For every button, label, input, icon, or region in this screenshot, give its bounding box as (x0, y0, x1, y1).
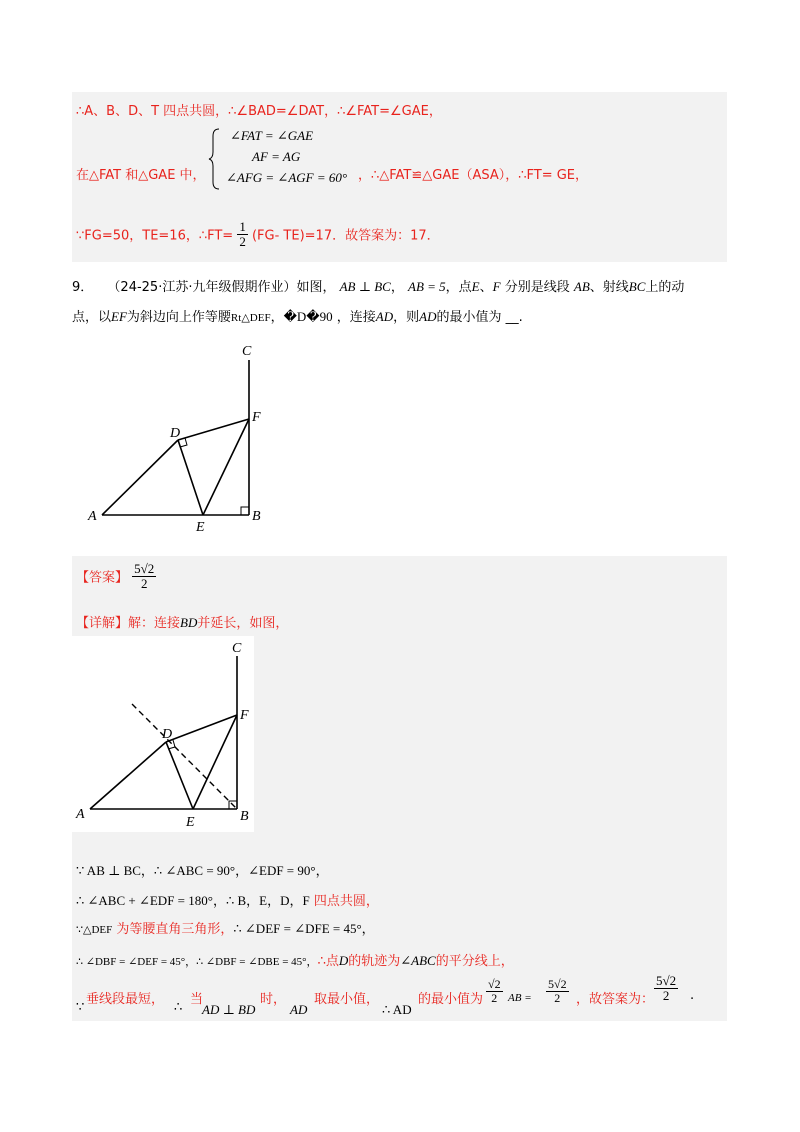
seg-ad-2: AD (419, 309, 437, 324)
fig2-label-a: A (76, 807, 85, 822)
figure-1 (82, 340, 282, 535)
seg-ab: AB (573, 279, 590, 294)
point-f: F (492, 279, 501, 294)
detail-line (76, 612, 288, 631)
step-5-therefore-ad: ∴ AD (382, 1002, 412, 1017)
step-5-ab-eq: AB = (508, 992, 532, 1004)
fig1-seg-ef (203, 419, 249, 515)
fig1-seg-df (178, 419, 249, 440)
text-ray: 、射线 (589, 280, 629, 295)
step-3-math: ∴ ∠DEF = ∠DFE = 45°， (233, 921, 375, 936)
fig1-label-c: C (242, 344, 252, 359)
step-3-tri: ∵△DEF (76, 924, 113, 936)
fig2-seg-de (166, 742, 193, 809)
step-4-d: D (338, 953, 349, 968)
step-5-text-a: 垂线段最短， (86, 992, 165, 1007)
fig1-label-a: A (88, 509, 97, 524)
answer-tag: 【答案】 (76, 570, 129, 586)
step-5-frac-3 (654, 974, 678, 1002)
frac-1-num: √2 (488, 977, 501, 991)
brace-icon (208, 128, 222, 190)
step-5-frac-1 (486, 978, 503, 1004)
step-4-text-a: ∴点 (317, 954, 339, 969)
prev-line-2-prefix: 在△FAT 和△GAE 中， (76, 168, 206, 183)
figure-2-frame (72, 636, 254, 832)
answer-den: 2 (140, 575, 148, 591)
detail-text-c: 并延长，如图， (197, 616, 289, 631)
frac-3-den: 2 (662, 987, 670, 1003)
question-number: 9． (72, 280, 94, 295)
prev-line-3 (76, 220, 440, 248)
question-source: （24-25·江苏·九年级假期作业）如图， (107, 280, 336, 295)
fig2-seg-ad (90, 742, 166, 809)
step-2 (76, 890, 379, 909)
cond-ab-5: AB = 5 (408, 279, 446, 294)
step-5-therefore: ∴ (174, 1000, 183, 1015)
seg-ef: EF (111, 309, 127, 324)
step-5-frac-2 (546, 978, 569, 1004)
angle-d-90: �D�90 (283, 309, 333, 324)
frac-2-num: 5√2 (548, 977, 567, 991)
step-5-text-c: 时， (260, 992, 287, 1007)
fig2-label-f: F (240, 708, 249, 723)
fig2-label-d: D (162, 727, 173, 742)
text-then: ，则 (393, 310, 420, 325)
step-5-text-b: 当 (190, 992, 204, 1007)
equation-system (208, 128, 358, 190)
step-3-text: 为等腰直角三角形， (112, 922, 234, 937)
step-4-text-c: 的平分线上， (435, 954, 514, 969)
detail-tag: 【详解】 (76, 616, 129, 631)
figure-2 (72, 636, 254, 832)
question-line-1 (72, 276, 684, 295)
text-segment: 分别是线段 (500, 280, 570, 295)
frac-2-den: 2 (554, 990, 561, 1005)
half-fraction (237, 220, 248, 248)
fig2-label-b: B (240, 809, 249, 824)
fig1-label-f: F (252, 410, 261, 425)
fig1-right-angle-b (241, 507, 249, 515)
point-e: E (471, 279, 480, 294)
system-eq-3: ∠AFG = ∠AGF = 60° (226, 170, 348, 185)
text-point: 点，以 (72, 310, 112, 325)
text-dian: ，点 (445, 280, 472, 295)
text-min: 的最小值为 (436, 310, 502, 325)
answer-line (76, 562, 156, 590)
fig2-bisector-dashed (132, 704, 237, 809)
prev-line-1: ∴A、B、D、T 四点共圆，∴∠BAD=∠DAT，∴∠FAT=∠GAE， (76, 104, 442, 119)
ray-bc: BC (628, 279, 646, 294)
answer-fraction (132, 562, 156, 590)
step-5-ad-perp-bd: AD ⊥ BD (202, 1002, 256, 1017)
step-5-because: ∵ (76, 1000, 85, 1015)
step-5-text-e: 的最小值为 (418, 992, 484, 1007)
system-eq-2: AF = AG (252, 149, 301, 164)
frac-3-num: 5√2 (656, 973, 677, 988)
step-5-text-d: 取最小值， (314, 992, 380, 1007)
step-4-math: ∴ ∠DBF = ∠DEF = 45°，∴ ∠DBF = ∠DBE = 45°， (76, 956, 318, 968)
step-3 (76, 918, 375, 937)
half-den: 2 (239, 233, 246, 249)
step-5-period: . (690, 988, 695, 1003)
fig2-label-e: E (186, 815, 195, 830)
step-4 (76, 950, 514, 969)
comma: ， (390, 280, 404, 295)
step-1: ∵ AB ⊥ BC，∴ ∠ABC = 90°，∠EDF = 90°， (76, 863, 329, 878)
question-line-2 (72, 306, 523, 325)
step-4-angle: ∠ABC (400, 953, 436, 968)
fig1-label-e: E (196, 520, 205, 535)
step-5-text-f: ，故答案为： (576, 992, 655, 1007)
fig1-seg-ad (102, 440, 178, 515)
comma-2: ， (270, 310, 284, 325)
step-5 (76, 973, 726, 1022)
step-2-math: ∴ ∠ABC + ∠EDF = 180°，∴ B，E，D，F (76, 893, 310, 908)
seg-ad: AD (375, 309, 394, 324)
prev-line-2-suffix: ，∴△FAT≌△GAE（ASA），∴FT= GE， (358, 168, 589, 183)
answer-blank: __. (505, 310, 523, 325)
text-hyp: 为斜边向上作等腰 (126, 310, 231, 325)
solution-box (72, 556, 727, 1021)
sep: 、 (479, 280, 493, 295)
cond-ab-perp-bc: AB ⊥ BC (339, 279, 391, 294)
prev-line-3-prefix: ∵FG=50，TE=16，∴FT= (76, 228, 234, 244)
half-num: 1 (239, 219, 246, 234)
frac-1-den: 2 (491, 990, 498, 1005)
fig1-seg-de (178, 440, 203, 515)
answer-num: 5√2 (134, 561, 155, 576)
prev-line-3-suffix: (FG- TE)=17．故答案为：17． (251, 228, 440, 244)
prev-solution-box (72, 92, 727, 262)
detail-bd: BD (180, 615, 198, 630)
detail-text-a: 解：连接 (128, 616, 181, 631)
text-connect: ，连接 (336, 310, 376, 325)
fig1-label-d: D (170, 426, 181, 441)
system-eq-1: ∠FAT = ∠GAE (230, 128, 314, 143)
fig2-label-c: C (232, 641, 242, 656)
step-4-text-b: 的轨迹为 (348, 954, 401, 969)
text-moving: 上的动 (645, 280, 685, 295)
triangle-def: Rt△DEF (230, 312, 271, 324)
step-5-ad: AD (290, 1002, 308, 1017)
step-2-text: 四点共圆， (309, 894, 379, 909)
fig1-label-b: B (252, 509, 261, 524)
